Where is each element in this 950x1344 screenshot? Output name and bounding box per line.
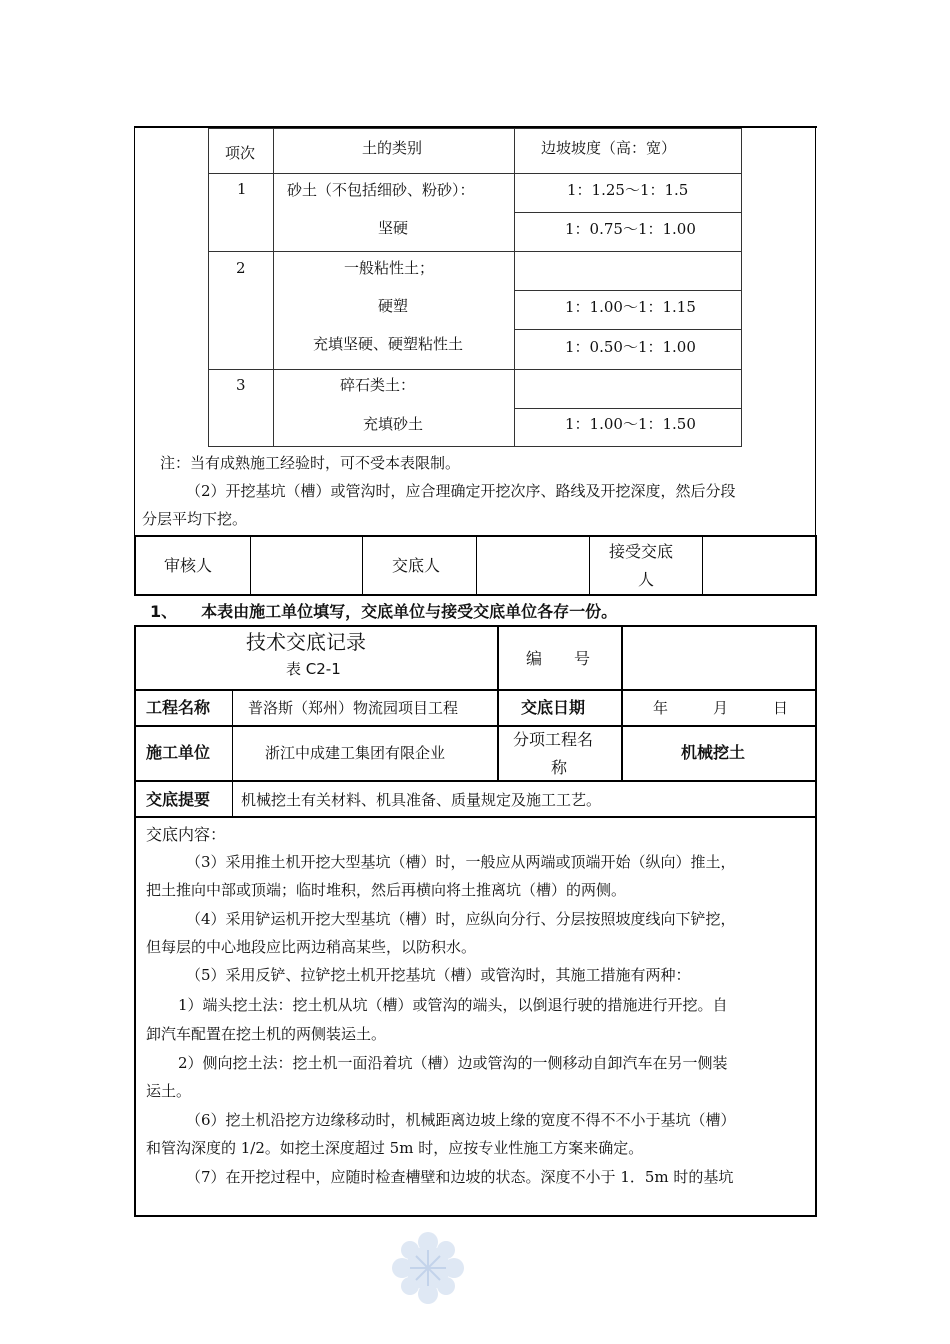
row1-slope-cell-a (514, 173, 742, 213)
content-line: （7）在开挖过程中，应随时检查槽壁和边坡的状态。深度不小于 1．5m 时的基坑 (186, 1168, 734, 1186)
row2-no: 2 (236, 259, 246, 277)
record-top-border (134, 625, 817, 627)
row3-slope-cell-b (514, 408, 742, 447)
subitem-label-line2: 称 (551, 758, 568, 777)
content-line: 2）侧向挖土法：挖土机一面沿着坑（槽）边或管沟的一侧移动自卸汽车在另一侧装 (178, 1054, 728, 1072)
record-right-border (815, 625, 817, 1217)
content-line: 卸汽车配置在挖土机的两侧装运土。 (146, 1025, 387, 1043)
content-line: 1）端头挖土法：挖土机从坑（槽）或管沟的端头，以倒退行驶的措施进行开挖。自 (178, 996, 728, 1014)
summary-label: 交底提要 (146, 790, 211, 809)
row2-slope-cell-a (514, 251, 742, 291)
row2-slope-cell-b (514, 290, 742, 330)
record-row-line-2 (134, 725, 817, 727)
row2-no-cell (208, 251, 274, 370)
subitem-value: 机械挖土 (681, 743, 746, 762)
signoff-divider-3 (476, 535, 477, 596)
signoff-right-border (815, 535, 817, 596)
row2-slope-c: 1：0.50～1：1.00 (565, 338, 696, 356)
frame-left-border (134, 126, 135, 536)
content-line: （4）采用铲运机开挖大型基坑（槽）时，应纵向分行、分层按照坡度线向下铲挖， (186, 910, 736, 928)
reviewer-label: 审核人 (164, 556, 213, 575)
header-cell-no (208, 128, 274, 174)
header-slope-text: 边坡坡度（高：宽） (541, 139, 677, 157)
row1-soil-cell (273, 173, 515, 252)
record-row-line-3 (134, 780, 817, 782)
row2-slope-b: 1：1.00～1：1.15 (565, 298, 696, 316)
signoff-divider-4 (589, 535, 590, 596)
row1-slope-cell-b (514, 212, 742, 252)
row3-slope-b: 1：1.00～1：1.50 (565, 415, 696, 433)
content-line: 和管沟深度的 1/2。如挖土深度超过 5m 时，应按专业性施工方案来确定。 (146, 1139, 644, 1157)
record-col-line-label (232, 689, 233, 818)
row3-soil-line1: 碎石类土： (340, 376, 416, 394)
project-name-value: 普洛斯（郑州）物流园项目工程 (248, 699, 459, 717)
discloser-label: 交底人 (392, 556, 441, 575)
content-line: （5）采用反铲、拉铲挖土机开挖基坑（槽）或管沟时，其施工措施有两种： (186, 966, 691, 984)
disclosure-date-field[interactable]: 年 月 日 (653, 699, 789, 717)
footnote: 1、 本表由施工单位填写，交底单位与接受交底单位各存一份。 (150, 602, 618, 621)
content-label: 交底内容： (146, 825, 227, 844)
record-bottom-border (134, 1215, 817, 1217)
row1-soil-line1: 砂土（不包括细砂、粉砂）： (287, 181, 475, 199)
snowflake-watermark-icon (392, 1232, 464, 1304)
row1-no: 1 (237, 180, 247, 198)
row1-soil-line2: 坚硬 (378, 219, 409, 237)
header-no-text: 项次 (225, 144, 256, 162)
header-cell-slope (514, 128, 742, 174)
row3-soil-cell (273, 369, 515, 447)
construction-unit-label: 施工单位 (146, 743, 211, 762)
row3-slope-cell-a (514, 369, 742, 409)
project-name-label: 工程名称 (146, 698, 211, 717)
header-cell-soil (273, 128, 515, 174)
row3-soil-line2: 充填砂土 (363, 415, 424, 433)
serial-number-label: 编 号 (526, 649, 591, 668)
table-note: 注：当有成熟施工经验时，可不受本表限制。 (160, 454, 461, 472)
record-left-border (134, 625, 136, 1217)
signoff-left-border (134, 535, 136, 596)
summary-value: 机械挖土有关材料、机具准备、质量规定及施工工艺。 (241, 791, 602, 809)
content-line: 把土推向中部或顶端；临时堆积，然后再横向将土推离坑（槽）的两侧。 (146, 881, 627, 899)
record-form-number: 表 C2-1 (286, 660, 341, 678)
receiver-label-line2: 人 (638, 570, 655, 589)
receiver-label-line1: 接受交底 (609, 542, 674, 561)
record-col-line-mid (497, 625, 499, 782)
header-soil-text: 土的类别 (362, 139, 423, 157)
record-row-line-4 (134, 816, 817, 818)
signoff-divider-2 (362, 535, 363, 596)
row2-soil-cell (273, 251, 515, 370)
signoff-divider-1 (250, 535, 251, 596)
frame-right-border (815, 126, 816, 536)
content-line: （3）采用推土机开挖大型基坑（槽）时，一般应从两端或顶端开始（纵向）推土， (186, 853, 736, 871)
record-row-line-1 (134, 689, 817, 691)
row2-soil-line2: 硬塑 (378, 297, 409, 315)
paragraph-2-line2: 分层平均下挖。 (142, 510, 248, 528)
record-title: 技术交底记录 (246, 630, 366, 654)
row2-soil-line3: 充填坚硬、硬塑粘性土 (313, 335, 464, 353)
row2-slope-cell-c (514, 329, 742, 370)
disclosure-date-label: 交底日期 (521, 698, 586, 717)
row1-slope-b: 1：0.75～1：1.00 (565, 220, 696, 238)
content-line: 但每层的中心地段应比两边稍高某些，以防积水。 (146, 938, 477, 956)
row3-no: 3 (236, 376, 246, 394)
paragraph-2-line1: （2）开挖基坑（槽）或管沟时，应合理确定开挖次序、路线及开挖深度，然后分段 (186, 482, 736, 500)
content-line: 运土。 (146, 1082, 192, 1100)
signoff-divider-5 (702, 535, 703, 596)
row3-no-cell (208, 369, 274, 447)
content-line: （6）挖土机沿挖方边缘移动时，机械距离边坡上缘的宽度不得不不小于基坑（槽） (186, 1111, 736, 1129)
row2-soil-line1: 一般粘性土； (344, 259, 435, 277)
row1-slope-a: 1：1.25～1：1.5 (567, 181, 689, 199)
construction-unit-value: 浙江中成建工集团有限企业 (265, 744, 446, 762)
row1-no-cell (208, 173, 274, 252)
record-col-line-right (621, 625, 623, 782)
subitem-label-line1: 分项工程名 (513, 730, 594, 749)
